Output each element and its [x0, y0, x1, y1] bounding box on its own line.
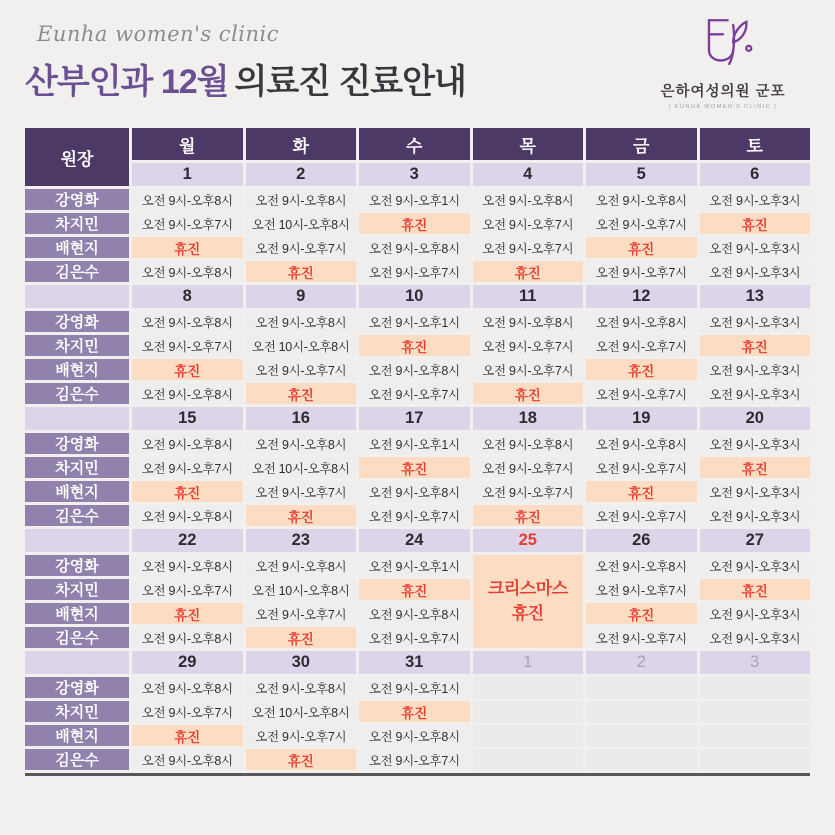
date-cell-3: 3 — [359, 163, 470, 186]
doctor-name-cell: 차지민 — [25, 579, 129, 600]
christmas-closed-cell: 크리스마스 휴진 — [473, 555, 584, 648]
empty-cell — [586, 701, 697, 722]
schedule-time-cell: 오전 9시-오후8시 — [132, 555, 243, 576]
closed-cell: 휴진 — [132, 237, 243, 258]
clinic-tagline: Eunha women's clinic — [37, 22, 280, 46]
date-cell-31: 31 — [359, 651, 470, 674]
closed-cell: 휴진 — [132, 481, 243, 502]
day-header-2: 화 — [246, 128, 357, 160]
schedule-time-cell: 오전 9시-오후8시 — [246, 555, 357, 576]
schedule-time-cell: 오전 9시-오후7시 — [246, 481, 357, 502]
schedule-time-cell: 오전 10시-오후8시 — [246, 457, 357, 478]
schedule-time-cell: 오전 9시-오후7시 — [473, 481, 584, 502]
closed-cell: 휴진 — [473, 505, 584, 526]
empty-cell — [700, 725, 811, 746]
date-cell-23: 23 — [246, 529, 357, 552]
schedule-time-cell: 오전 9시-오후8시 — [132, 627, 243, 648]
empty-cell — [586, 725, 697, 746]
doctor-name-cell: 김은수 — [25, 749, 129, 770]
title-month: 산부인과 12월 — [25, 63, 229, 101]
date-cell-13: 13 — [700, 285, 811, 308]
closed-cell: 휴진 — [700, 213, 811, 234]
closed-cell: 휴진 — [246, 383, 357, 404]
empty-cell — [473, 725, 584, 746]
schedule-time-cell: 오전 9시-오후3시 — [700, 359, 811, 380]
schedule-time-cell: 오전 9시-오후7시 — [246, 359, 357, 380]
schedule-time-cell: 오전 9시-오후3시 — [700, 603, 811, 624]
schedule-time-cell: 오전 10시-오후8시 — [246, 579, 357, 600]
corner-director-label: 원장 — [25, 128, 129, 186]
date-cell-10: 10 — [359, 285, 470, 308]
schedule-time-cell: 오전 9시-오후1시 — [359, 189, 470, 210]
schedule-time-cell: 오전 9시-오후1시 — [359, 555, 470, 576]
date-cell-25: 25 — [473, 529, 584, 552]
date-row-filler — [25, 285, 129, 308]
schedule-time-cell: 오전 9시-오후3시 — [700, 433, 811, 454]
schedule-time-cell: 오전 9시-오후8시 — [359, 481, 470, 502]
date-cell-2: 2 — [246, 163, 357, 186]
doctor-name-cell: 김은수 — [25, 627, 129, 648]
date-row-filler — [25, 651, 129, 674]
schedule-time-cell: 오전 9시-오후8시 — [132, 189, 243, 210]
date-cell-1: 1 — [132, 163, 243, 186]
schedule-time-cell: 오전 9시-오후7시 — [246, 725, 357, 746]
schedule-time-cell: 오전 9시-오후7시 — [473, 213, 584, 234]
date-cell-17: 17 — [359, 407, 470, 430]
doctor-name-cell: 강영화 — [25, 555, 129, 576]
schedule-time-cell: 오전 9시-오후8시 — [359, 603, 470, 624]
empty-cell — [700, 677, 811, 698]
schedule-time-cell: 오전 9시-오후7시 — [132, 457, 243, 478]
date-cell-18: 18 — [473, 407, 584, 430]
schedule-time-cell: 오전 9시-오후7시 — [246, 603, 357, 624]
empty-cell — [586, 677, 697, 698]
closed-cell: 휴진 — [700, 457, 811, 478]
schedule-time-cell: 오전 9시-오후3시 — [700, 311, 811, 332]
doctor-name-cell: 김은수 — [25, 261, 129, 282]
doctor-name-cell: 배현지 — [25, 359, 129, 380]
closed-cell: 휴진 — [586, 603, 697, 624]
date-row-filler — [25, 407, 129, 430]
schedule-time-cell: 오전 9시-오후3시 — [700, 555, 811, 576]
schedule-time-cell: 오전 9시-오후8시 — [586, 555, 697, 576]
schedule-time-cell: 오전 9시-오후8시 — [132, 383, 243, 404]
schedule-time-cell: 오전 9시-오후7시 — [132, 579, 243, 600]
closed-cell: 휴진 — [700, 335, 811, 356]
date-cell-26: 26 — [586, 529, 697, 552]
schedule-time-cell: 오전 10시-오후8시 — [246, 335, 357, 356]
schedule-time-cell: 오전 9시-오후7시 — [586, 213, 697, 234]
schedule-time-cell: 오전 9시-오후7시 — [473, 457, 584, 478]
empty-cell — [586, 749, 697, 770]
schedule-time-cell: 오전 9시-오후1시 — [359, 311, 470, 332]
empty-cell — [473, 677, 584, 698]
closed-cell: 휴진 — [586, 359, 697, 380]
schedule-time-cell: 오전 9시-오후8시 — [359, 237, 470, 258]
date-cell-9: 9 — [246, 285, 357, 308]
empty-cell — [473, 701, 584, 722]
date-cell-3: 3 — [700, 651, 811, 674]
date-cell-30: 30 — [246, 651, 357, 674]
logo-monogram-icon — [684, 14, 762, 78]
schedule-time-cell: 오전 9시-오후8시 — [132, 677, 243, 698]
closed-cell: 휴진 — [359, 701, 470, 722]
schedule-time-cell: 오전 9시-오후8시 — [246, 433, 357, 454]
closed-cell: 휴진 — [359, 579, 470, 600]
doctor-name-cell: 강영화 — [25, 677, 129, 698]
table-bottom-border — [25, 773, 810, 776]
schedule-time-cell: 오전 9시-오후7시 — [586, 261, 697, 282]
date-cell-24: 24 — [359, 529, 470, 552]
date-cell-2: 2 — [586, 651, 697, 674]
schedule-time-cell: 오전 10시-오후8시 — [246, 213, 357, 234]
date-cell-27: 27 — [700, 529, 811, 552]
doctor-name-cell: 김은수 — [25, 505, 129, 526]
schedule-time-cell: 오전 9시-오후7시 — [132, 335, 243, 356]
schedule-time-cell: 오전 9시-오후8시 — [132, 433, 243, 454]
doctor-name-cell: 배현지 — [25, 603, 129, 624]
doctor-name-cell: 차지민 — [25, 335, 129, 356]
schedule-time-cell: 오전 9시-오후1시 — [359, 433, 470, 454]
doctor-name-cell: 강영화 — [25, 433, 129, 454]
schedule-time-cell: 오전 9시-오후7시 — [359, 749, 470, 770]
schedule-time-cell: 오전 9시-오후7시 — [473, 335, 584, 356]
doctor-name-cell: 강영화 — [25, 311, 129, 332]
schedule-time-cell: 오전 9시-오후3시 — [700, 627, 811, 648]
schedule-time-cell: 오전 9시-오후8시 — [246, 311, 357, 332]
doctor-name-cell: 배현지 — [25, 725, 129, 746]
schedule-time-cell: 오전 9시-오후3시 — [700, 481, 811, 502]
date-cell-1: 1 — [473, 651, 584, 674]
schedule-time-cell: 오전 9시-오후7시 — [586, 505, 697, 526]
closed-cell: 휴진 — [359, 213, 470, 234]
title-rest: 의료진 진료안내 — [234, 63, 466, 101]
schedule-time-cell: 오전 9시-오후7시 — [586, 457, 697, 478]
closed-cell: 휴진 — [586, 481, 697, 502]
closed-cell: 휴진 — [246, 505, 357, 526]
date-cell-12: 12 — [586, 285, 697, 308]
schedule-time-cell: 오전 9시-오후8시 — [473, 433, 584, 454]
schedule-time-cell: 오전 9시-오후8시 — [586, 311, 697, 332]
date-cell-8: 8 — [132, 285, 243, 308]
date-cell-20: 20 — [700, 407, 811, 430]
page-header — [25, 22, 810, 118]
closed-cell: 휴진 — [132, 725, 243, 746]
schedule-time-cell: 오전 9시-오후7시 — [586, 627, 697, 648]
doctor-name-cell: 김은수 — [25, 383, 129, 404]
closed-cell: 휴진 — [359, 335, 470, 356]
doctor-name-cell: 배현지 — [25, 237, 129, 258]
schedule-time-cell: 오전 9시-오후8시 — [586, 189, 697, 210]
date-cell-15: 15 — [132, 407, 243, 430]
closed-cell: 휴진 — [700, 579, 811, 600]
date-cell-11: 11 — [473, 285, 584, 308]
logo-clinic-sub: | EUNHA WOMEN'S CLINIC | — [668, 104, 778, 110]
schedule-time-cell: 오전 9시-오후8시 — [132, 749, 243, 770]
day-header-3: 수 — [359, 128, 470, 160]
date-cell-19: 19 — [586, 407, 697, 430]
schedule-time-cell: 오전 9시-오후8시 — [246, 189, 357, 210]
closed-cell: 휴진 — [359, 457, 470, 478]
day-header-5: 금 — [586, 128, 697, 160]
clinic-logo — [648, 14, 798, 110]
schedule-time-cell: 오전 9시-오후7시 — [132, 213, 243, 234]
schedule-time-cell: 오전 9시-오후7시 — [359, 505, 470, 526]
date-cell-16: 16 — [246, 407, 357, 430]
day-header-1: 월 — [132, 128, 243, 160]
empty-cell — [473, 749, 584, 770]
schedule-time-cell: 오전 9시-오후3시 — [700, 505, 811, 526]
schedule-time-cell: 오전 9시-오후8시 — [586, 433, 697, 454]
schedule-time-cell: 오전 9시-오후8시 — [132, 505, 243, 526]
closed-cell: 휴진 — [586, 237, 697, 258]
schedule-time-cell: 오전 9시-오후7시 — [246, 237, 357, 258]
schedule-time-cell: 오전 9시-오후7시 — [359, 261, 470, 282]
doctor-name-cell: 차지민 — [25, 213, 129, 234]
schedule-time-cell: 오전 9시-오후7시 — [359, 383, 470, 404]
schedule-time-cell: 오전 9시-오후3시 — [700, 237, 811, 258]
date-cell-5: 5 — [586, 163, 697, 186]
day-header-6: 토 — [700, 128, 811, 160]
closed-cell: 휴진 — [473, 261, 584, 282]
logo-clinic-name: 은하여성의원 군포 — [660, 84, 786, 100]
date-row-filler — [25, 529, 129, 552]
schedule-time-cell: 오전 10시-오후8시 — [246, 701, 357, 722]
schedule-time-cell: 오전 9시-오후8시 — [473, 189, 584, 210]
schedule-time-cell: 오전 9시-오후7시 — [473, 237, 584, 258]
closed-cell: 휴진 — [132, 603, 243, 624]
date-cell-6: 6 — [700, 163, 811, 186]
closed-cell: 휴진 — [246, 627, 357, 648]
schedule-time-cell: 오전 9시-오후1시 — [359, 677, 470, 698]
schedule-time-cell: 오전 9시-오후7시 — [586, 579, 697, 600]
closed-cell: 휴진 — [246, 749, 357, 770]
schedule-time-cell: 오전 9시-오후3시 — [700, 261, 811, 282]
schedule-time-cell: 오전 9시-오후8시 — [132, 261, 243, 282]
schedule-time-cell: 오전 9시-오후7시 — [473, 359, 584, 380]
schedule-time-cell: 오전 9시-오후7시 — [586, 335, 697, 356]
empty-cell — [700, 701, 811, 722]
schedule-time-cell: 오전 9시-오후7시 — [359, 627, 470, 648]
date-cell-29: 29 — [132, 651, 243, 674]
day-header-4: 목 — [473, 128, 584, 160]
closed-cell: 휴진 — [473, 383, 584, 404]
closed-cell: 휴진 — [246, 261, 357, 282]
schedule-time-cell: 오전 9시-오후8시 — [246, 677, 357, 698]
doctor-name-cell: 차지민 — [25, 457, 129, 478]
schedule-time-cell: 오전 9시-오후3시 — [700, 189, 811, 210]
schedule-time-cell: 오전 9시-오후8시 — [359, 725, 470, 746]
date-cell-22: 22 — [132, 529, 243, 552]
date-cell-4: 4 — [473, 163, 584, 186]
closed-cell: 휴진 — [132, 359, 243, 380]
schedule-time-cell: 오전 9시-오후8시 — [359, 359, 470, 380]
schedule-time-cell: 오전 9시-오후7시 — [586, 383, 697, 404]
schedule-time-cell: 오전 9시-오후8시 — [132, 311, 243, 332]
doctor-name-cell: 배현지 — [25, 481, 129, 502]
doctor-name-cell: 차지민 — [25, 701, 129, 722]
empty-cell — [700, 749, 811, 770]
schedule-time-cell: 오전 9시-오후8시 — [473, 311, 584, 332]
schedule-time-cell: 오전 9시-오후7시 — [132, 701, 243, 722]
schedule-time-cell: 오전 9시-오후3시 — [700, 383, 811, 404]
doctor-name-cell: 강영화 — [25, 189, 129, 210]
schedule-table — [25, 128, 810, 770]
